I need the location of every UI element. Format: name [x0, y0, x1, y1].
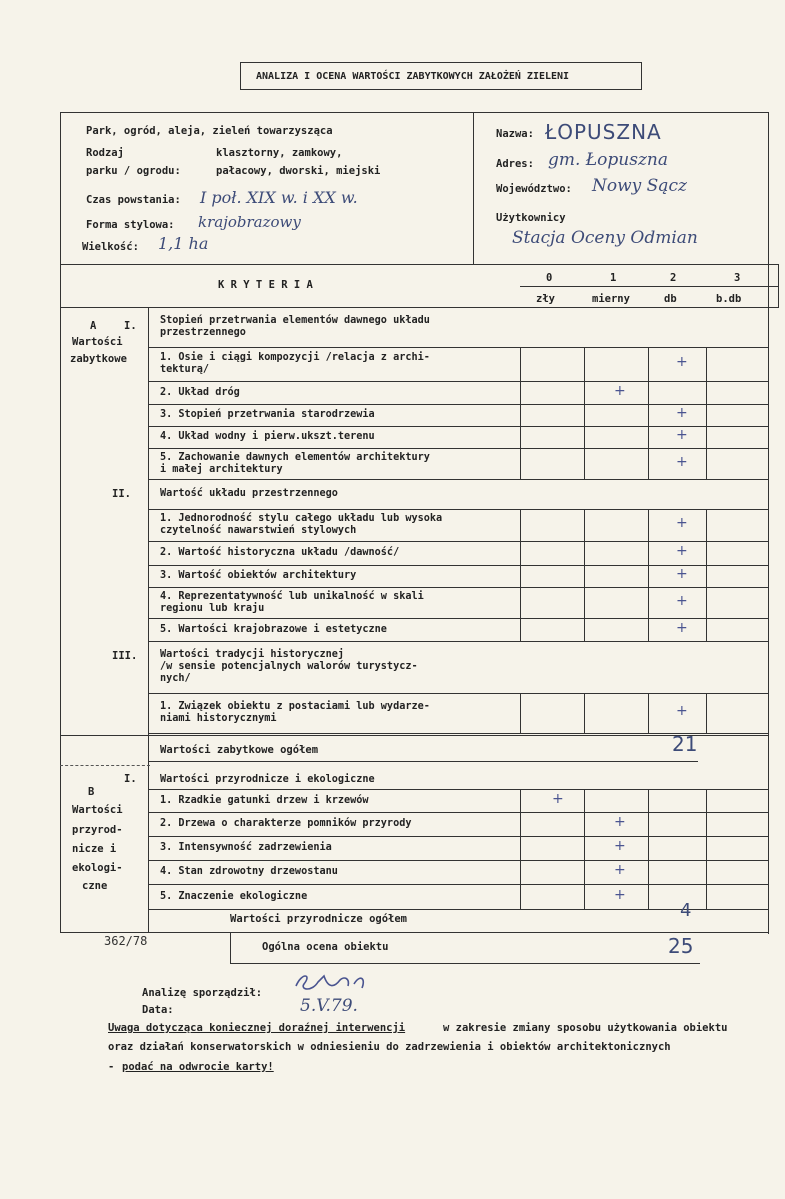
criteria-text: przestrzennego — [160, 327, 246, 338]
score-col-2-num: 2 — [670, 272, 677, 284]
rodzaj-line2: pałacowy, dworski, miejski — [216, 165, 381, 177]
wielkosc-value: 1,1 ha — [158, 234, 209, 253]
forma-label: Forma stylowa: — [86, 219, 175, 231]
criteria-text: 4. Układ wodny i pierw.ukszt.terenu — [160, 431, 375, 442]
criteria-text: 5. Wartości krajobrazowe i estetyczne — [160, 623, 387, 635]
czas-label: Czas powstania: — [86, 194, 181, 206]
score-col-1-label: mierny — [592, 293, 630, 305]
section-b-line5: ekologi- — [72, 862, 123, 874]
uzyt-value: Stacja Oceny Odmian — [512, 228, 698, 248]
section-b-roman: I. — [124, 773, 137, 785]
criteria-text: tekturą/ — [160, 364, 210, 375]
note-line3: podać na odwrocie karty! — [122, 1061, 274, 1073]
score-mark: + — [676, 405, 688, 421]
page-title: ANALIZA I OCENA WARTOŚCI ZABYTKOWYCH ZAŁOŻEŃ ZIELENI — [256, 71, 570, 82]
adres-value: gm. Łopuszna — [548, 150, 669, 170]
section-b-line4: nicze i — [72, 843, 117, 855]
score-mark: + — [676, 427, 688, 443]
section-a-roman: I. — [124, 320, 137, 332]
note-line2: oraz działań konserwatorskich w odniesieniu do zadrzewienia i obiektów architektonicznych — [108, 1041, 671, 1053]
section-a-line2: zabytkowe — [70, 353, 127, 365]
score-col-0-num: 0 — [546, 272, 553, 284]
score-mark: + — [676, 592, 688, 609]
score-mark: + — [614, 838, 626, 854]
adres-label: Adres: — [496, 158, 534, 170]
nazwa-value: ŁOPUSZNA — [545, 120, 662, 144]
czas-value: I poł. XIX w. i XX w. — [200, 188, 358, 207]
woj-label: Województwo: — [496, 183, 572, 195]
criteria-text: 5. Znaczenie ekologiczne — [160, 890, 308, 902]
parku-label: parku / ogrodu: — [86, 165, 181, 177]
reference-number: 362/78 — [104, 934, 148, 948]
note-dash: - — [108, 1061, 115, 1073]
overall-label: Ogólna ocena obiektu — [262, 941, 389, 953]
total-b-value: 4 — [680, 900, 692, 921]
section-b-line2: Wartości — [72, 804, 123, 816]
forma-value: krajobrazowy — [198, 213, 301, 231]
criteria-text: 1. Osie i ciągi kompozycji /relacja z archi- — [160, 352, 430, 363]
section-roman: II. — [112, 488, 131, 500]
criteria-text: regionu lub kraju — [160, 602, 265, 614]
score-mark: + — [552, 790, 564, 807]
score-mark: + — [614, 886, 626, 903]
section-b-line1: B — [88, 786, 95, 798]
criteria-text: 1. Rzadkie gatunki drzew i krzewów — [160, 794, 369, 806]
note-underlined: Uwaga dotycząca koniecznej doraźnej interwencji — [108, 1022, 406, 1034]
criteria-text: Wartości przyrodnicze i ekologiczne — [160, 774, 375, 785]
score-mark: + — [676, 515, 688, 531]
score-mark: + — [676, 619, 688, 636]
criteria-text: i małej architektury — [160, 463, 283, 475]
rodzaj-line1: klasztorny, zamkowy, — [216, 147, 343, 159]
overall-value: 25 — [668, 934, 694, 958]
analize-label: Analizę sporządził: — [142, 987, 263, 999]
data-label: Data: — [142, 1004, 174, 1016]
criteria-text: 5. Zachowanie dawnych elementów architektury — [160, 451, 430, 463]
criteria-text: /w sensie potencjalnych walorów turystycz- — [160, 661, 418, 672]
score-mark: + — [614, 814, 626, 830]
criteria-text: niami historycznymi — [160, 713, 277, 724]
total-a-value: 21 — [672, 732, 698, 756]
criteria-text: 2. Wartość historyczna układu /dawność/ — [160, 547, 400, 558]
score-mark: + — [676, 543, 688, 559]
criteria-text: 3. Intensywność zadrzewienia — [160, 842, 332, 853]
type-line: Park, ogród, aleja, zieleń towarzysząca — [86, 125, 333, 137]
criteria-text: 3. Wartość obiektów architektury — [160, 570, 357, 581]
rodzaj-label: Rodzaj — [86, 147, 124, 159]
total-b-label: Wartości przyrodnicze ogółem — [230, 913, 408, 925]
section-b-line6: czne — [82, 880, 108, 892]
woj-value: Nowy Sącz — [592, 176, 687, 196]
criteria-text: Wartość układu przestrzennego — [160, 488, 338, 499]
section-roman: III. — [112, 650, 138, 662]
nazwa-label: Nazwa: — [496, 128, 534, 140]
score-col-2-label: db — [664, 293, 677, 305]
score-mark: + — [676, 354, 688, 370]
score-col-3-num: 3 — [734, 272, 741, 284]
score-col-1-num: 1 — [610, 272, 617, 284]
note-line1: w zakresie zmiany sposobu użytkowania obiektu — [443, 1022, 728, 1034]
criteria-text: 2. Układ dróg — [160, 386, 240, 398]
criteria-text: 1. Związek obiektu z postaciami lub wydarze- — [160, 701, 430, 712]
criteria-text: Stopień przetrwania elementów dawnego układu — [160, 315, 430, 326]
section-a-letter: A — [90, 320, 97, 332]
total-a-label: Wartości zabytkowe ogółem — [160, 744, 319, 756]
criteria-text: Wartości tradycji historycznej — [160, 649, 345, 660]
score-col-3-label: b.db — [716, 293, 742, 305]
score-mark: + — [614, 862, 626, 878]
score-mark: + — [614, 382, 626, 399]
section-b-line3: przyrod- — [72, 824, 123, 836]
criteria-text: 4. Reprezentatywność lub unikalność w skali — [160, 590, 424, 602]
score-mark: + — [676, 703, 688, 719]
score-mark: + — [676, 566, 688, 582]
kryteria-heading: K R Y T E R I A — [218, 279, 313, 291]
criteria-text: 1. Jednorodność stylu całego układu lub wysoka — [160, 513, 443, 524]
criteria-text: 3. Stopień przetrwania starodrzewia — [160, 409, 375, 420]
wielkosc-label: Wielkość: — [82, 241, 139, 253]
date-value: 5.V.79. — [300, 996, 358, 1016]
criteria-text: czytelność nawarstwień stylowych — [160, 525, 357, 536]
score-col-0-label: zły — [536, 293, 555, 305]
criteria-text: nych/ — [160, 673, 191, 684]
uzyt-label: Użytkownicy — [496, 212, 566, 224]
section-a-line1: Wartości — [72, 336, 123, 348]
score-mark: + — [676, 453, 688, 470]
criteria-text: 2. Drzewa o charakterze pomników przyrody — [160, 818, 412, 829]
criteria-text: 4. Stan zdrowotny drzewostanu — [160, 866, 338, 877]
